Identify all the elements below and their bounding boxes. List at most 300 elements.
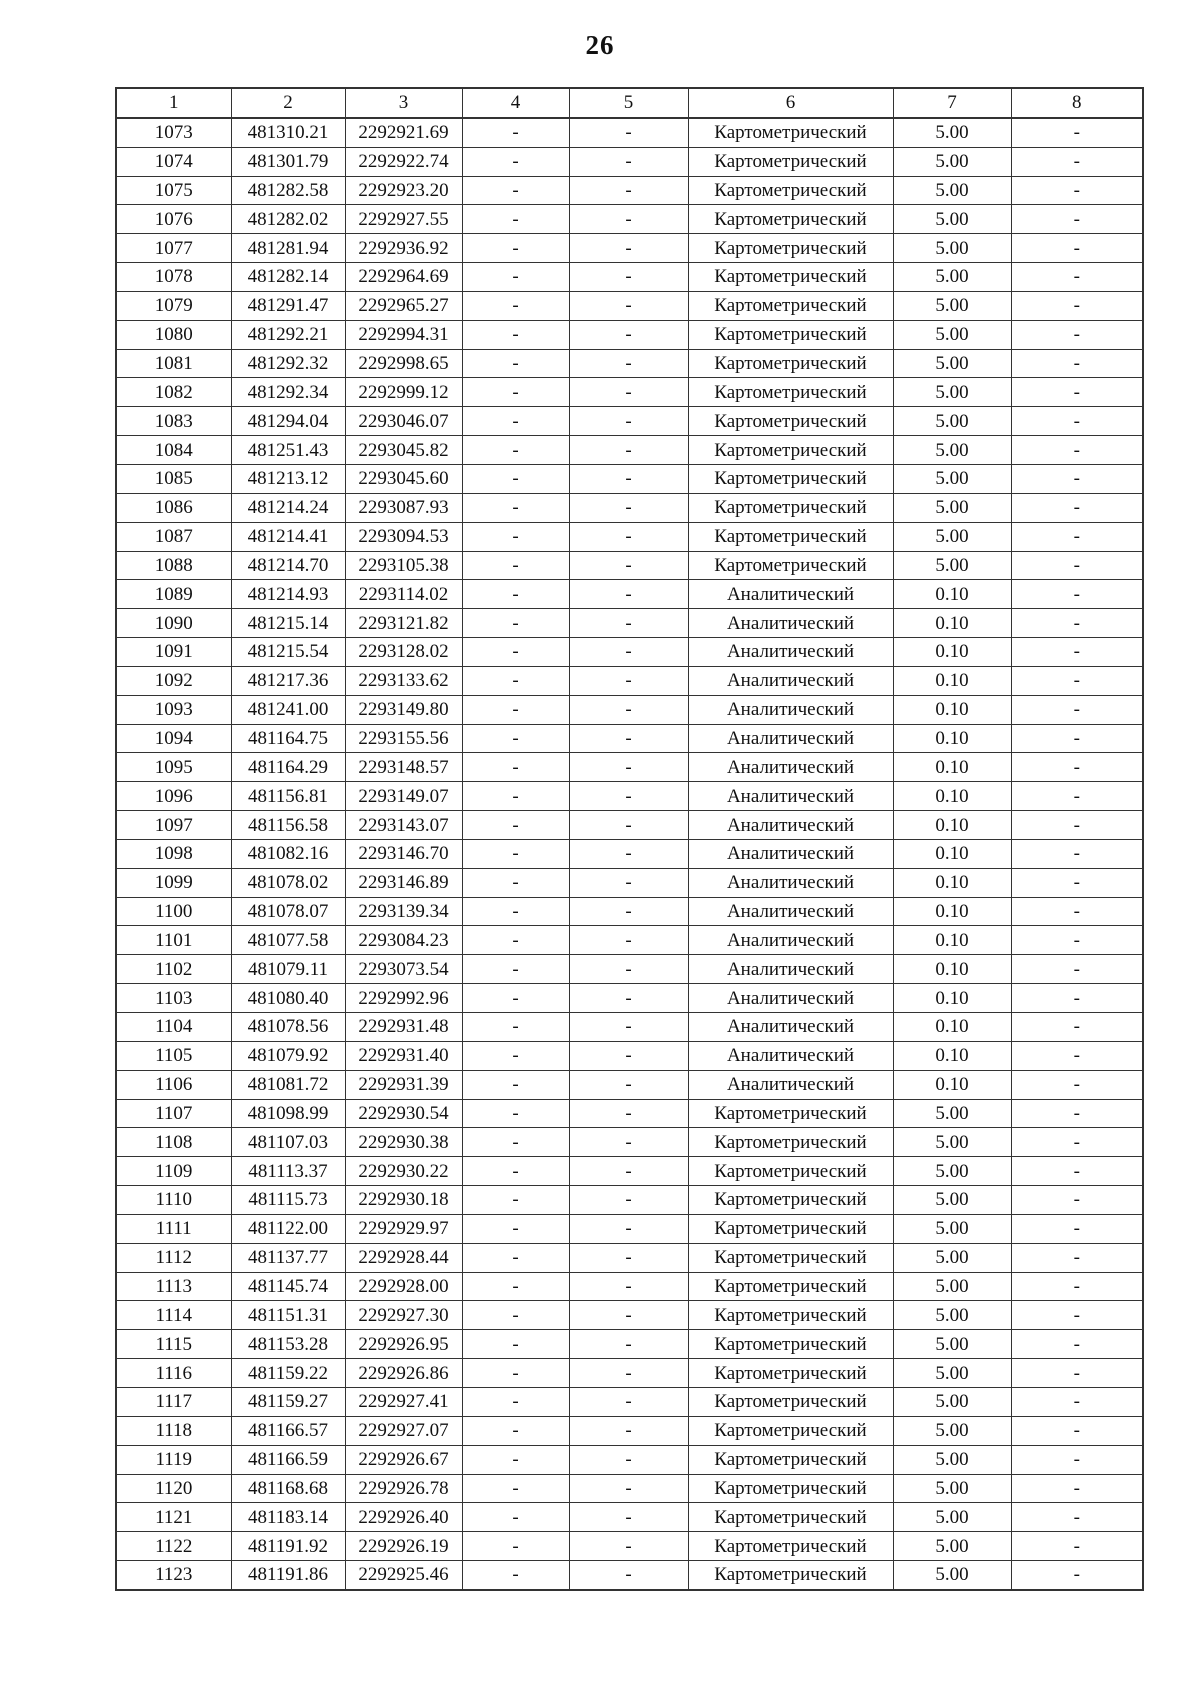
col8-cell: - (1011, 464, 1143, 493)
x-coordinate-cell: 481159.22 (231, 1359, 345, 1388)
accuracy-cell: 0.10 (893, 1070, 1011, 1099)
col8-cell: - (1011, 1128, 1143, 1157)
col5-cell: - (569, 782, 688, 811)
point-number-cell: 1075 (116, 176, 231, 205)
x-coordinate-cell: 481078.02 (231, 868, 345, 897)
point-number-cell: 1101 (116, 926, 231, 955)
accuracy-cell: 5.00 (893, 1445, 1011, 1474)
accuracy-cell: 0.10 (893, 724, 1011, 753)
accuracy-cell: 5.00 (893, 1330, 1011, 1359)
col5-cell: - (569, 1041, 688, 1070)
method-cell: Картометрический (688, 1330, 893, 1359)
col8-cell: - (1011, 1070, 1143, 1099)
col4-cell: - (462, 984, 569, 1013)
table-row (116, 378, 1143, 407)
col5-cell: - (569, 666, 688, 695)
method-cell: Картометрический (688, 234, 893, 263)
y-coordinate-cell: 2292921.69 (345, 118, 462, 147)
point-number-cell: 1086 (116, 493, 231, 522)
point-number-cell: 1094 (116, 724, 231, 753)
point-number-cell: 1123 (116, 1561, 231, 1590)
header-cell: 2 (231, 88, 345, 118)
col8-cell: - (1011, 1041, 1143, 1070)
method-cell: Картометрический (688, 1099, 893, 1128)
col5-cell: - (569, 1445, 688, 1474)
col8-cell: - (1011, 1099, 1143, 1128)
col5-cell: - (569, 1013, 688, 1042)
point-number-cell: 1100 (116, 897, 231, 926)
table-row (116, 1041, 1143, 1070)
col8-cell: - (1011, 839, 1143, 868)
col5-cell: - (569, 695, 688, 724)
y-coordinate-cell: 2293114.02 (345, 580, 462, 609)
col4-cell: - (462, 955, 569, 984)
x-coordinate-cell: 481281.94 (231, 234, 345, 263)
method-cell: Картометрический (688, 205, 893, 234)
table-row (116, 1128, 1143, 1157)
col4-cell: - (462, 1186, 569, 1215)
x-coordinate-cell: 481251.43 (231, 436, 345, 465)
table-row (116, 1503, 1143, 1532)
accuracy-cell: 5.00 (893, 1214, 1011, 1243)
method-cell: Картометрический (688, 1416, 893, 1445)
accuracy-cell: 5.00 (893, 1416, 1011, 1445)
col8-cell: - (1011, 234, 1143, 263)
point-number-cell: 1118 (116, 1416, 231, 1445)
x-coordinate-cell: 481291.47 (231, 291, 345, 320)
y-coordinate-cell: 2292929.97 (345, 1214, 462, 1243)
y-coordinate-cell: 2292926.67 (345, 1445, 462, 1474)
table-row (116, 1013, 1143, 1042)
table-row (116, 147, 1143, 176)
x-coordinate-cell: 481077.58 (231, 926, 345, 955)
col5-cell: - (569, 1474, 688, 1503)
col8-cell: - (1011, 695, 1143, 724)
x-coordinate-cell: 481213.12 (231, 464, 345, 493)
point-number-cell: 1084 (116, 436, 231, 465)
col5-cell: - (569, 493, 688, 522)
coordinates-table (115, 87, 1144, 1591)
x-coordinate-cell: 481113.37 (231, 1157, 345, 1186)
col8-cell: - (1011, 724, 1143, 753)
table-row (116, 1186, 1143, 1215)
accuracy-cell: 5.00 (893, 234, 1011, 263)
method-cell: Аналитический (688, 638, 893, 667)
col8-cell: - (1011, 436, 1143, 465)
method-cell: Картометрический (688, 349, 893, 378)
accuracy-cell: 5.00 (893, 464, 1011, 493)
method-cell: Аналитический (688, 1013, 893, 1042)
table-row (116, 407, 1143, 436)
col5-cell: - (569, 1359, 688, 1388)
table-row (116, 234, 1143, 263)
col4-cell: - (462, 522, 569, 551)
point-number-cell: 1103 (116, 984, 231, 1013)
table-header-row (116, 88, 1143, 118)
y-coordinate-cell: 2292926.78 (345, 1474, 462, 1503)
method-cell: Аналитический (688, 782, 893, 811)
table-row (116, 349, 1143, 378)
accuracy-cell: 5.00 (893, 1186, 1011, 1215)
method-cell: Картометрический (688, 522, 893, 551)
col8-cell: - (1011, 868, 1143, 897)
col4-cell: - (462, 1099, 569, 1128)
table-row (116, 1099, 1143, 1128)
method-cell: Картометрический (688, 436, 893, 465)
point-number-cell: 1090 (116, 609, 231, 638)
col4-cell: - (462, 1243, 569, 1272)
table-row (116, 1416, 1143, 1445)
x-coordinate-cell: 481310.21 (231, 118, 345, 147)
col4-cell: - (462, 436, 569, 465)
table-row (116, 464, 1143, 493)
accuracy-cell: 0.10 (893, 1013, 1011, 1042)
col5-cell: - (569, 1070, 688, 1099)
col5-cell: - (569, 1243, 688, 1272)
col4-cell: - (462, 234, 569, 263)
col4-cell: - (462, 1070, 569, 1099)
x-coordinate-cell: 481168.68 (231, 1474, 345, 1503)
col4-cell: - (462, 1503, 569, 1532)
col8-cell: - (1011, 291, 1143, 320)
col4-cell: - (462, 176, 569, 205)
table-row (116, 1272, 1143, 1301)
col5-cell: - (569, 551, 688, 580)
col5-cell: - (569, 1532, 688, 1561)
point-number-cell: 1112 (116, 1243, 231, 1272)
accuracy-cell: 5.00 (893, 551, 1011, 580)
method-cell: Картометрический (688, 1214, 893, 1243)
x-coordinate-cell: 481292.32 (231, 349, 345, 378)
col4-cell: - (462, 1128, 569, 1157)
x-coordinate-cell: 481078.56 (231, 1013, 345, 1042)
col4-cell: - (462, 464, 569, 493)
y-coordinate-cell: 2292931.40 (345, 1041, 462, 1070)
col8-cell: - (1011, 176, 1143, 205)
method-cell: Картометрический (688, 118, 893, 147)
col4-cell: - (462, 1214, 569, 1243)
col8-cell: - (1011, 984, 1143, 1013)
col5-cell: - (569, 378, 688, 407)
y-coordinate-cell: 2292992.96 (345, 984, 462, 1013)
col4-cell: - (462, 1157, 569, 1186)
method-cell: Картометрический (688, 1301, 893, 1330)
table-row (116, 926, 1143, 955)
point-number-cell: 1091 (116, 638, 231, 667)
x-coordinate-cell: 481214.41 (231, 522, 345, 551)
point-number-cell: 1081 (116, 349, 231, 378)
col4-cell: - (462, 1445, 569, 1474)
col5-cell: - (569, 349, 688, 378)
table-row (116, 839, 1143, 868)
y-coordinate-cell: 2292926.19 (345, 1532, 462, 1561)
col5-cell: - (569, 1099, 688, 1128)
col4-cell: - (462, 1330, 569, 1359)
col5-cell: - (569, 118, 688, 147)
col4-cell: - (462, 205, 569, 234)
col5-cell: - (569, 811, 688, 840)
point-number-cell: 1076 (116, 205, 231, 234)
x-coordinate-cell: 481166.59 (231, 1445, 345, 1474)
y-coordinate-cell: 2292965.27 (345, 291, 462, 320)
col5-cell: - (569, 1503, 688, 1532)
x-coordinate-cell: 481164.29 (231, 753, 345, 782)
col8-cell: - (1011, 1272, 1143, 1301)
accuracy-cell: 5.00 (893, 1532, 1011, 1561)
point-number-cell: 1120 (116, 1474, 231, 1503)
col5-cell: - (569, 205, 688, 234)
y-coordinate-cell: 2293045.82 (345, 436, 462, 465)
col5-cell: - (569, 1128, 688, 1157)
method-cell: Аналитический (688, 1041, 893, 1070)
col5-cell: - (569, 839, 688, 868)
col5-cell: - (569, 638, 688, 667)
y-coordinate-cell: 2292928.00 (345, 1272, 462, 1301)
point-number-cell: 1088 (116, 551, 231, 580)
y-coordinate-cell: 2292931.48 (345, 1013, 462, 1042)
y-coordinate-cell: 2293045.60 (345, 464, 462, 493)
accuracy-cell: 0.10 (893, 897, 1011, 926)
method-cell: Аналитический (688, 580, 893, 609)
col4-cell: - (462, 1041, 569, 1070)
col8-cell: - (1011, 493, 1143, 522)
y-coordinate-cell: 2292922.74 (345, 147, 462, 176)
col5-cell: - (569, 984, 688, 1013)
col4-cell: - (462, 580, 569, 609)
col8-cell: - (1011, 1359, 1143, 1388)
y-coordinate-cell: 2292930.22 (345, 1157, 462, 1186)
point-number-cell: 1087 (116, 522, 231, 551)
col5-cell: - (569, 897, 688, 926)
point-number-cell: 1106 (116, 1070, 231, 1099)
x-coordinate-cell: 481107.03 (231, 1128, 345, 1157)
x-coordinate-cell: 481080.40 (231, 984, 345, 1013)
col8-cell: - (1011, 926, 1143, 955)
point-number-cell: 1082 (116, 378, 231, 407)
point-number-cell: 1110 (116, 1186, 231, 1215)
header-cell: 5 (569, 88, 688, 118)
col8-cell: - (1011, 263, 1143, 292)
y-coordinate-cell: 2293121.82 (345, 609, 462, 638)
col4-cell: - (462, 1416, 569, 1445)
x-coordinate-cell: 481241.00 (231, 695, 345, 724)
method-cell: Аналитический (688, 926, 893, 955)
page-number: 26 (585, 30, 615, 60)
col5-cell: - (569, 464, 688, 493)
y-coordinate-cell: 2293073.54 (345, 955, 462, 984)
col5-cell: - (569, 1387, 688, 1416)
method-cell: Картометрический (688, 1272, 893, 1301)
x-coordinate-cell: 481098.99 (231, 1099, 345, 1128)
col8-cell: - (1011, 205, 1143, 234)
point-number-cell: 1080 (116, 320, 231, 349)
y-coordinate-cell: 2293084.23 (345, 926, 462, 955)
col5-cell: - (569, 1561, 688, 1590)
col8-cell: - (1011, 1416, 1143, 1445)
accuracy-cell: 5.00 (893, 493, 1011, 522)
table-row (116, 1330, 1143, 1359)
table-row (116, 205, 1143, 234)
header-cell: 3 (345, 88, 462, 118)
y-coordinate-cell: 2293087.93 (345, 493, 462, 522)
table-row (116, 176, 1143, 205)
table-row (116, 609, 1143, 638)
point-number-cell: 1093 (116, 695, 231, 724)
point-number-cell: 1073 (116, 118, 231, 147)
x-coordinate-cell: 481215.54 (231, 638, 345, 667)
method-cell: Картометрический (688, 493, 893, 522)
accuracy-cell: 0.10 (893, 926, 1011, 955)
col8-cell: - (1011, 666, 1143, 695)
x-coordinate-cell: 481292.21 (231, 320, 345, 349)
accuracy-cell: 5.00 (893, 1561, 1011, 1590)
x-coordinate-cell: 481159.27 (231, 1387, 345, 1416)
accuracy-cell: 0.10 (893, 666, 1011, 695)
accuracy-cell: 5.00 (893, 522, 1011, 551)
method-cell: Картометрический (688, 1445, 893, 1474)
accuracy-cell: 0.10 (893, 811, 1011, 840)
point-number-cell: 1085 (116, 464, 231, 493)
y-coordinate-cell: 2292927.41 (345, 1387, 462, 1416)
col5-cell: - (569, 724, 688, 753)
x-coordinate-cell: 481122.00 (231, 1214, 345, 1243)
col8-cell: - (1011, 1330, 1143, 1359)
accuracy-cell: 5.00 (893, 147, 1011, 176)
y-coordinate-cell: 2293133.62 (345, 666, 462, 695)
accuracy-cell: 0.10 (893, 609, 1011, 638)
y-coordinate-cell: 2292998.65 (345, 349, 462, 378)
col4-cell: - (462, 118, 569, 147)
y-coordinate-cell: 2293105.38 (345, 551, 462, 580)
y-coordinate-cell: 2292927.30 (345, 1301, 462, 1330)
y-coordinate-cell: 2293149.07 (345, 782, 462, 811)
col4-cell: - (462, 724, 569, 753)
method-cell: Картометрический (688, 1474, 893, 1503)
table-row (116, 955, 1143, 984)
y-coordinate-cell: 2292930.38 (345, 1128, 462, 1157)
y-coordinate-cell: 2292925.46 (345, 1561, 462, 1590)
table-row (116, 580, 1143, 609)
col4-cell: - (462, 147, 569, 176)
y-coordinate-cell: 2292930.18 (345, 1186, 462, 1215)
method-cell: Картометрический (688, 1186, 893, 1215)
point-number-cell: 1105 (116, 1041, 231, 1070)
col4-cell: - (462, 1359, 569, 1388)
col4-cell: - (462, 407, 569, 436)
accuracy-cell: 5.00 (893, 1243, 1011, 1272)
col8-cell: - (1011, 753, 1143, 782)
col4-cell: - (462, 493, 569, 522)
table-row (116, 638, 1143, 667)
method-cell: Картометрический (688, 1128, 893, 1157)
y-coordinate-cell: 2293143.07 (345, 811, 462, 840)
col8-cell: - (1011, 349, 1143, 378)
y-coordinate-cell: 2292927.07 (345, 1416, 462, 1445)
table-row (116, 263, 1143, 292)
accuracy-cell: 5.00 (893, 320, 1011, 349)
x-coordinate-cell: 481078.07 (231, 897, 345, 926)
method-cell: Аналитический (688, 724, 893, 753)
x-coordinate-cell: 481282.58 (231, 176, 345, 205)
table-row (116, 1445, 1143, 1474)
accuracy-cell: 0.10 (893, 868, 1011, 897)
accuracy-cell: 0.10 (893, 1041, 1011, 1070)
method-cell: Аналитический (688, 868, 893, 897)
accuracy-cell: 5.00 (893, 378, 1011, 407)
accuracy-cell: 0.10 (893, 638, 1011, 667)
col8-cell: - (1011, 609, 1143, 638)
table-row (116, 1070, 1143, 1099)
point-number-cell: 1109 (116, 1157, 231, 1186)
point-number-cell: 1107 (116, 1099, 231, 1128)
method-cell: Картометрический (688, 1243, 893, 1272)
x-coordinate-cell: 481214.70 (231, 551, 345, 580)
accuracy-cell: 0.10 (893, 782, 1011, 811)
y-coordinate-cell: 2292994.31 (345, 320, 462, 349)
col5-cell: - (569, 1272, 688, 1301)
col4-cell: - (462, 263, 569, 292)
table-row (116, 1387, 1143, 1416)
header-cell: 8 (1011, 88, 1143, 118)
header-cell: 4 (462, 88, 569, 118)
col4-cell: - (462, 868, 569, 897)
col4-cell: - (462, 1387, 569, 1416)
col4-cell: - (462, 1272, 569, 1301)
point-number-cell: 1122 (116, 1532, 231, 1561)
col4-cell: - (462, 551, 569, 580)
point-number-cell: 1098 (116, 839, 231, 868)
col5-cell: - (569, 868, 688, 897)
col8-cell: - (1011, 1301, 1143, 1330)
col8-cell: - (1011, 1445, 1143, 1474)
col4-cell: - (462, 811, 569, 840)
method-cell: Картометрический (688, 551, 893, 580)
col8-cell: - (1011, 407, 1143, 436)
method-cell: Аналитический (688, 839, 893, 868)
col5-cell: - (569, 580, 688, 609)
point-number-cell: 1108 (116, 1128, 231, 1157)
accuracy-cell: 5.00 (893, 1474, 1011, 1503)
method-cell: Картометрический (688, 1503, 893, 1532)
method-cell: Картометрический (688, 1157, 893, 1186)
y-coordinate-cell: 2293148.57 (345, 753, 462, 782)
y-coordinate-cell: 2293155.56 (345, 724, 462, 753)
point-number-cell: 1104 (116, 1013, 231, 1042)
table-row (116, 984, 1143, 1013)
col5-cell: - (569, 1186, 688, 1215)
col4-cell: - (462, 1013, 569, 1042)
accuracy-cell: 5.00 (893, 205, 1011, 234)
col4-cell: - (462, 753, 569, 782)
table-row (116, 897, 1143, 926)
x-coordinate-cell: 481079.11 (231, 955, 345, 984)
table-row (116, 1243, 1143, 1272)
y-coordinate-cell: 2293094.53 (345, 522, 462, 551)
col8-cell: - (1011, 1503, 1143, 1532)
col8-cell: - (1011, 147, 1143, 176)
col5-cell: - (569, 955, 688, 984)
col4-cell: - (462, 609, 569, 638)
x-coordinate-cell: 481153.28 (231, 1330, 345, 1359)
table-row (116, 291, 1143, 320)
col4-cell: - (462, 1474, 569, 1503)
header-cell: 1 (116, 88, 231, 118)
point-number-cell: 1116 (116, 1359, 231, 1388)
col8-cell: - (1011, 955, 1143, 984)
table-row (116, 1532, 1143, 1561)
x-coordinate-cell: 481215.14 (231, 609, 345, 638)
col4-cell: - (462, 782, 569, 811)
